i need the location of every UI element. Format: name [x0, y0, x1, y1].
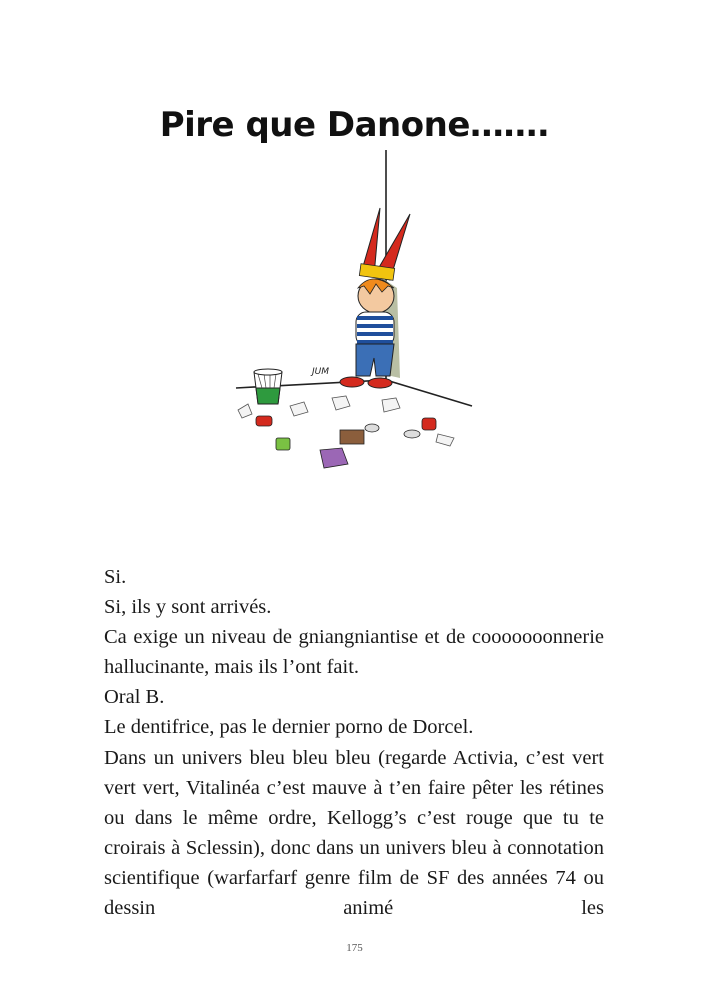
wastebasket — [254, 369, 282, 404]
floor-right-line — [386, 380, 472, 406]
cartoon-illustration — [232, 148, 476, 520]
body-text — [104, 562, 604, 923]
artist-signature: JUM — [312, 367, 330, 377]
paragraph: Le dentifrice, pas le dernier porno de Dorcel. — [104, 716, 474, 739]
paragraph: Dans un univers bleu bleu bleu (regarde Activia, c’est vert vert vert, Vitalinéa c’est mauve à t’en faire pêter les rétines ou dans le même ordre, Kellogg’s c’est rouge que tu te croirais à Sclessin), donc dans un univers bleu à connotation scientifique (warfarfarf genre film de SF des années 74 ou dessin animé les — [104, 746, 604, 920]
striped-shirt — [356, 312, 394, 346]
shoe-left — [340, 377, 364, 387]
paragraph: Si. — [104, 566, 127, 588]
floor-debris — [238, 396, 454, 468]
dunce-cap — [359, 208, 410, 280]
paragraph: Oral B. — [104, 686, 165, 709]
paragraph: Ca exige un niveau de gniangniantise et de cooooooonnerie hallucinante, mais ils l’ont fait. — [104, 626, 604, 679]
paragraph: Si, ils y sont arrivés. — [104, 596, 272, 619]
trousers — [356, 344, 394, 376]
shoe-right — [368, 378, 392, 388]
page-number: 175 — [346, 942, 363, 954]
page-title: Pire que Danone……. — [159, 104, 550, 145]
